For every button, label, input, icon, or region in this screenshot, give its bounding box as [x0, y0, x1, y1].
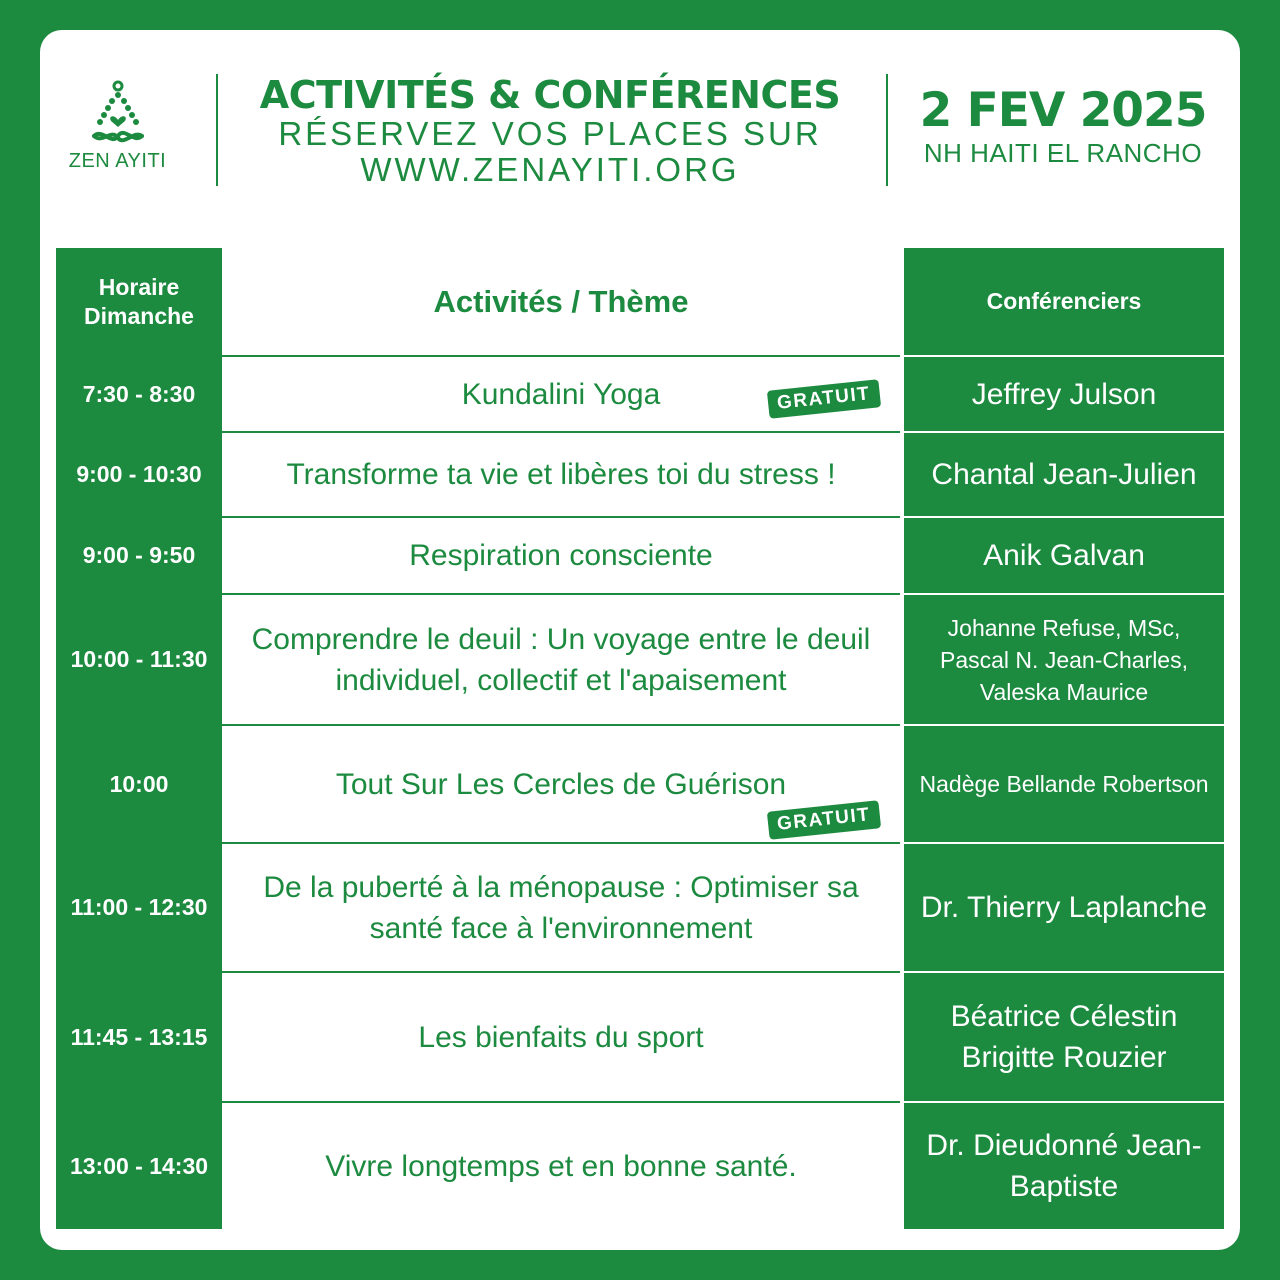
header-activity: Activités / Thème [433, 284, 689, 319]
header-divider [216, 74, 218, 186]
table-row [56, 431, 1224, 516]
event-date: 2 FEV 2025 [919, 83, 1207, 138]
table-row [56, 516, 1224, 593]
row-time: 7:30 - 8:30 [56, 357, 222, 431]
row-speakers: Dr. Dieudonné Jean-Baptiste [900, 1101, 1224, 1229]
row-time: 13:00 - 14:30 [56, 1103, 222, 1229]
brand-name: ZEN AYITI [68, 150, 167, 172]
event-date-block [898, 84, 1228, 168]
row-time: 10:00 [56, 726, 222, 842]
row-speakers: Dr. Thierry Laplanche [900, 842, 1224, 971]
header-speakers: Conférenciers [900, 248, 1224, 355]
row-activity: Les bienfaits du sport [418, 1020, 704, 1054]
table-row [56, 724, 1224, 842]
page-title: ACTIVITÉS & CONFÉRENCES [259, 73, 841, 117]
row-activity: Transforme ta vie et libères toi du stress ! [286, 458, 836, 491]
row-time: 9:00 - 9:50 [56, 518, 222, 593]
table-row [56, 1101, 1224, 1229]
brand-logo [60, 80, 175, 180]
row-speakers: Jeffrey Julson [900, 355, 1224, 431]
table-row [56, 971, 1224, 1101]
table-row [56, 593, 1224, 724]
event-venue: NH HAITI EL RANCHO [923, 138, 1203, 168]
row-speakers: Johanne Refuse, MSc, Pascal N. Jean-Charles, Valeska Maurice [900, 593, 1224, 724]
free-badge: GRATUIT [767, 800, 881, 840]
row-activity: De la puberté à la ménopause : Optimiser sa santé face à l'environnement [263, 870, 859, 945]
table-row [56, 355, 1224, 431]
row-speakers: Anik Galvan [900, 516, 1224, 593]
row-activity: Tout Sur Les Cercles de Guérison [335, 767, 787, 801]
row-activity: Respiration consciente [409, 539, 713, 572]
meditating-figure-icon [88, 80, 148, 148]
row-time: 11:00 - 12:30 [56, 844, 222, 971]
website-link[interactable]: WWW.ZENAYITI.ORG [360, 151, 740, 188]
header-divider [886, 74, 888, 186]
row-time: 11:45 - 13:15 [56, 973, 222, 1101]
header-title-block [225, 74, 875, 188]
row-time: 9:00 - 10:30 [56, 433, 222, 516]
row-speakers: Chantal Jean-Julien [900, 431, 1224, 516]
row-activity: Comprendre le deuil : Un voyage entre le deuil individuel, collectif et l'apaisement [251, 622, 871, 697]
row-activity: Kundalini Yoga [461, 377, 661, 411]
row-speakers: Béatrice Célestin Brigitte Rouzier [900, 971, 1224, 1101]
reserve-text: RÉSERVEZ VOS PLACES SUR [278, 115, 822, 152]
row-speakers: Nadège Bellande Robertson [900, 724, 1224, 842]
table-row [56, 842, 1224, 971]
header-time: Horaire Dimanche [56, 248, 222, 355]
free-badge: GRATUIT [767, 379, 881, 419]
table-header-row [56, 248, 1224, 355]
row-time: 10:00 - 11:30 [56, 595, 222, 724]
row-activity: Vivre longtemps et en bonne santé. [325, 1149, 797, 1183]
